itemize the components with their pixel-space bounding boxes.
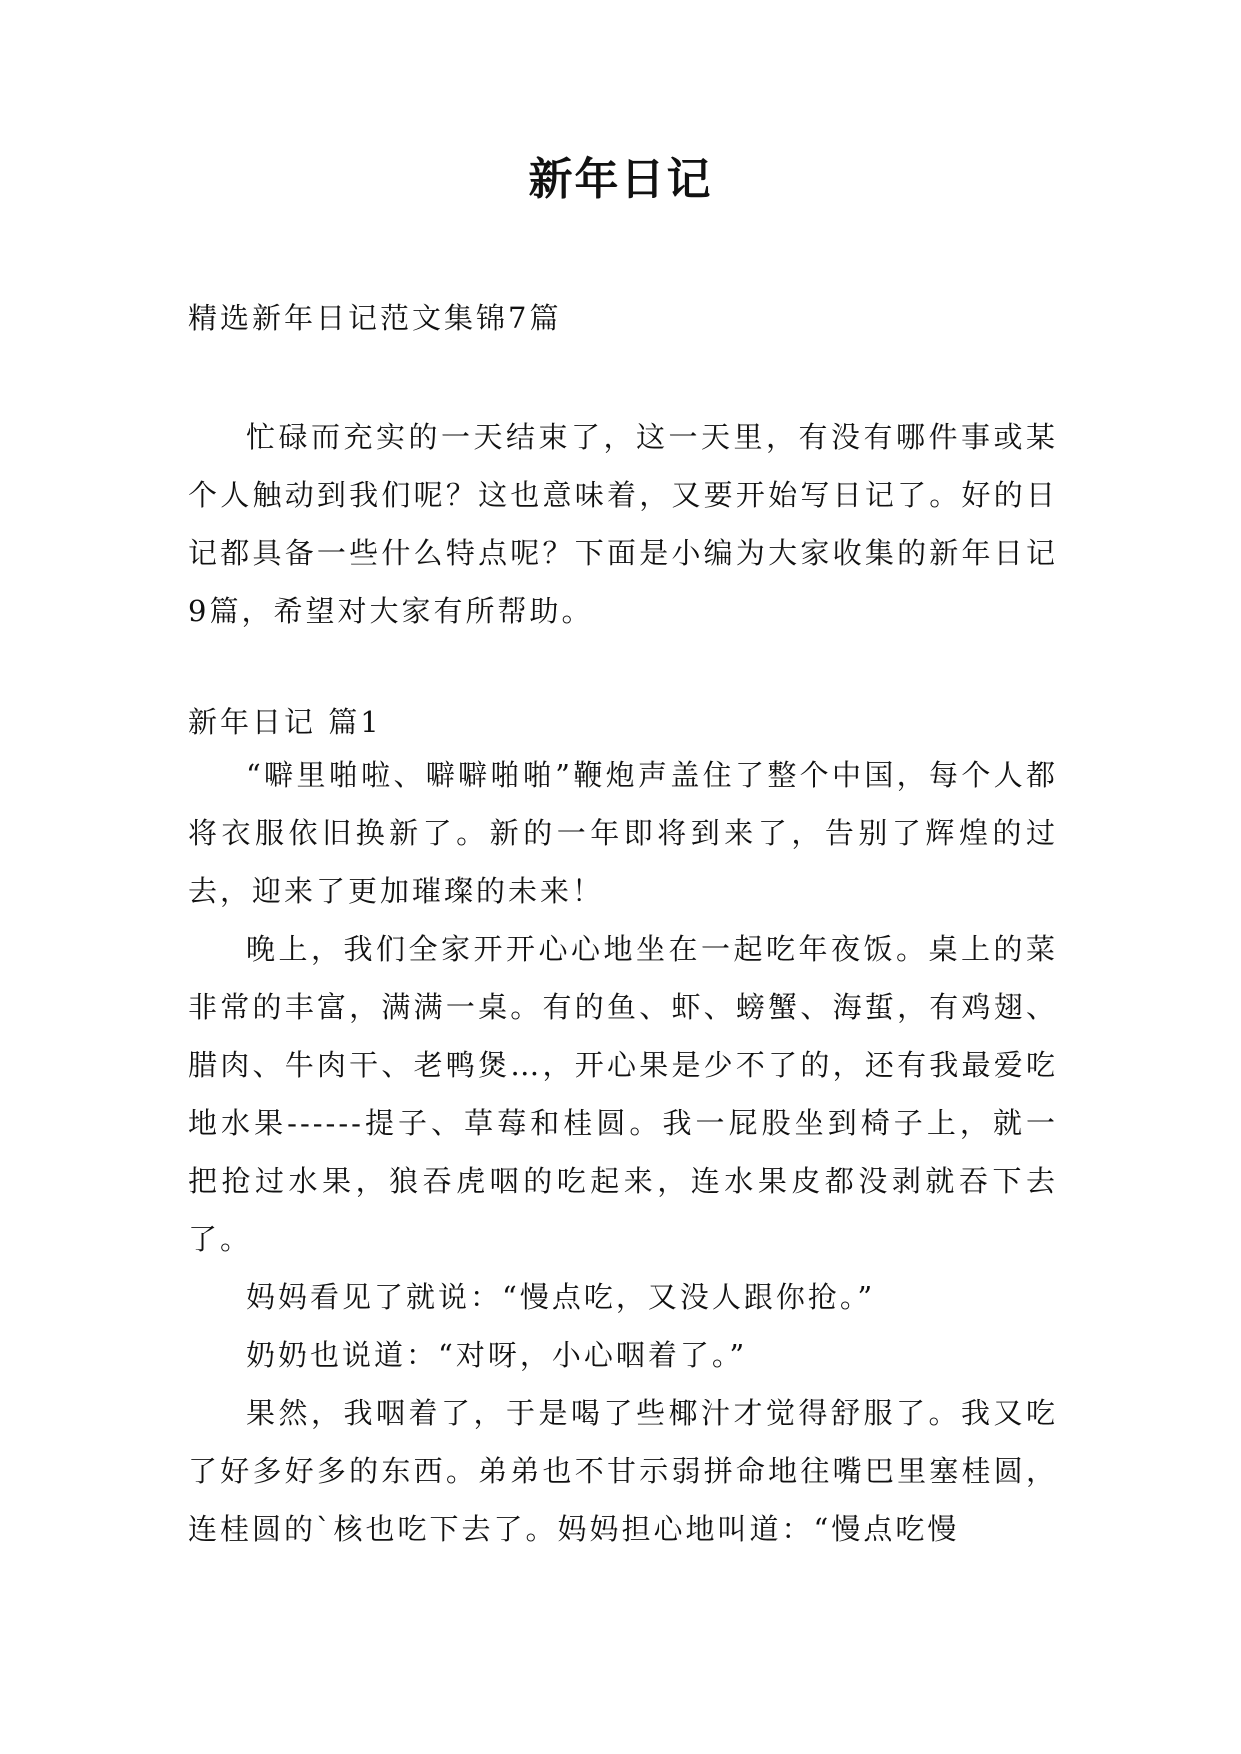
body-paragraph: 晚上，我们全家开开心心地坐在一起吃年夜饭。桌上的菜非常的丰富，满满一桌。有的鱼、虾、螃蟹、海蜇，有鸡翅、腊肉、牛肉干、老鸭煲…，开心果是少不了的，还有我最爱吃地水果------提子、草莓和桂圆。我一屁股坐到椅子上，就一把抢过水果，狼吞虎咽的吃起来，连水果皮都没剥就吞下去了。: [188, 932, 1058, 1256]
body-paragraph: “噼里啪啦、噼噼啪啪”鞭炮声盖住了整个中国，每个人都将衣服依旧换新了。新的一年即将到来了，告别了辉煌的过去，迎来了更加璀璨的未来！: [188, 758, 1058, 908]
section-heading: 新年日记 篇1: [188, 705, 382, 739]
document-subtitle: 精选新年日记范文集锦7篇: [188, 301, 562, 335]
section-body: [188, 746, 1058, 1558]
body-paragraph: 奶奶也说道：“对呀，小心咽着了。”: [246, 1338, 748, 1372]
document-title: 新年日记: [528, 154, 713, 205]
body-paragraph: 妈妈看见了就说：“慢点吃，又没人跟你抢。”: [246, 1280, 876, 1314]
body-paragraph: 果然，我咽着了，于是喝了些椰汁才觉得舒服了。我又吃了好多好多的东西。弟弟也不甘示弱拼命地往嘴巴里塞桂圆，连桂圆的`核也吃下去了。妈妈担心地叫道：“慢点吃慢: [188, 1396, 1058, 1546]
intro-paragraph: 忙碌而充实的一天结束了，这一天里，有没有哪件事或某个人触动到我们呢？这也意味着，又要开始写日记了。好的日记都具备一些什么特点呢？下面是小编为大家收集的新年日记9篇，希望对大家有所帮助。: [188, 420, 1058, 628]
